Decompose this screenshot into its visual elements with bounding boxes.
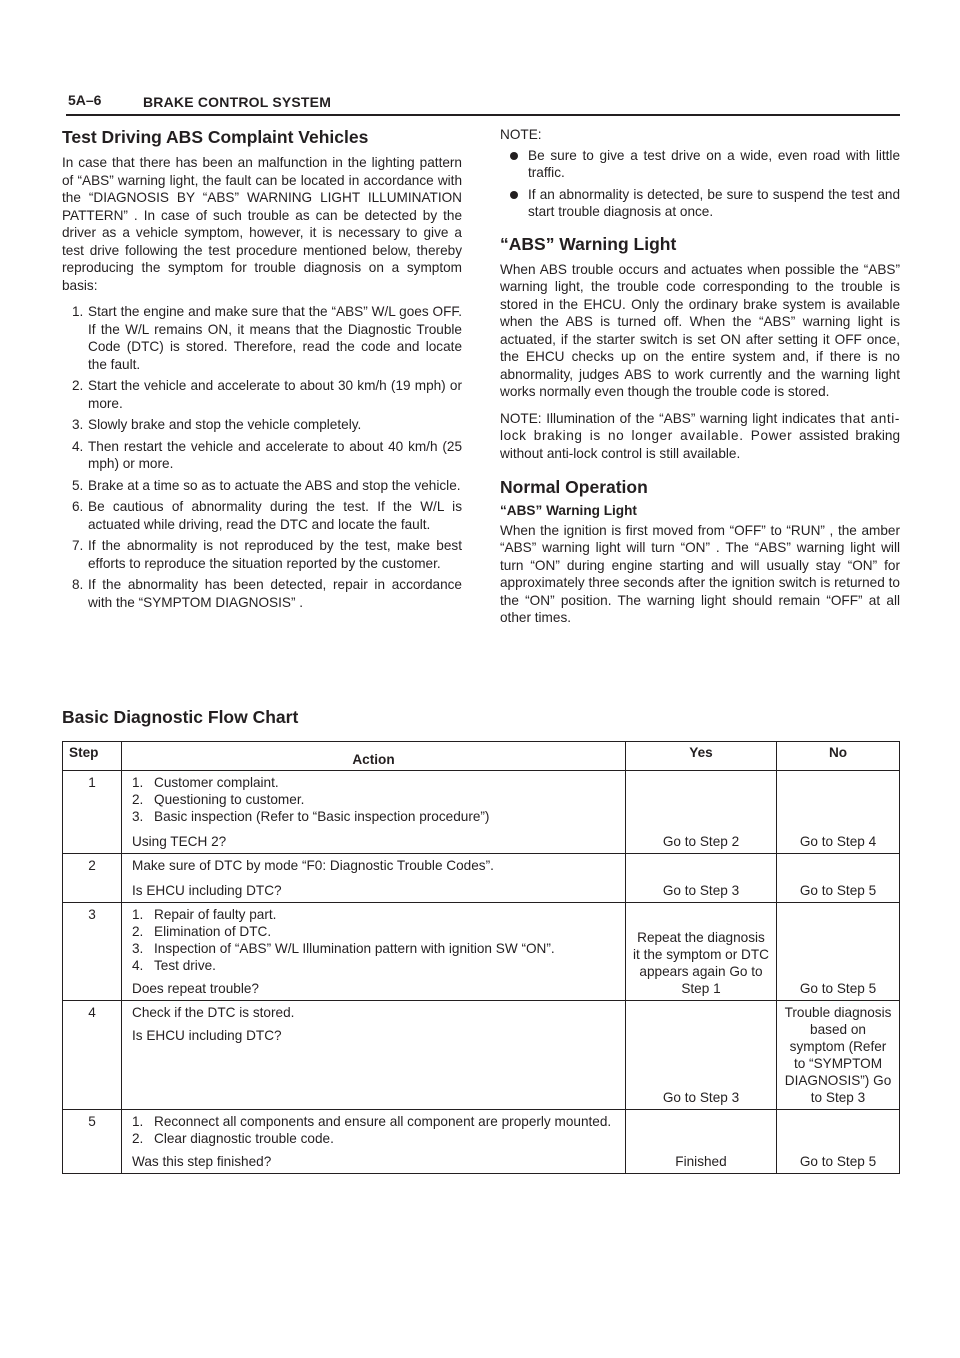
step-action: 1. Customer complaint. 2. Questioning to customer. 3. Basic inspection (Refer to “Basic inspection procedure”) Using TECH 2? xyxy=(122,771,626,854)
step-yes: Repeat the diagnosis it the symptom or DTC appears again Go to Step 1 xyxy=(626,903,777,1001)
test-driving-intro: In case that there has been an malfunction in the lighting pattern of “ABS” warning light, the fault can be located in accordance with the “DIAGNOSIS BY “ABS” WARNING LIGHT ILLUMINATION PATTERN” . In case of such trouble as can be detected by the driver as a vehicle symptom, however, it is necessary to give a test drive following the test procedure mentioned below, thereby reproducing the symptom for trouble diagnosis on a symptom basis: xyxy=(62,155,462,293)
step-yes: Go to Step 3 xyxy=(626,854,777,903)
note-item: Be sure to give a test drive on a wide, even road with little traffic. xyxy=(500,147,900,182)
table-row xyxy=(63,771,900,854)
table-row xyxy=(63,854,900,903)
test-step: 8. If the abnormality has been detected, repair in accordance with the “SYMPTOM DIAGNOSIS” . xyxy=(72,577,462,610)
step-no: Go to Step 5 xyxy=(777,1110,900,1174)
test-driving-heading: Test Driving ABS Complaint Vehicles xyxy=(62,127,369,147)
test-step: 1. Start the engine and make sure that the “ABS” W/L goes OFF. If the W/L remains ON, it means that the Diagnostic Trouble Code (DTC) is stored. Therefore, read the code and locate the fault. xyxy=(72,304,462,372)
test-step: 3. Slowly brake and stop the vehicle completely. xyxy=(72,417,362,432)
test-step: 7. If the abnormality is not reproduced by the test, make best efforts to reproduce the situation reported by the customer. xyxy=(72,538,462,571)
step-yes: Go to Step 2 xyxy=(626,771,777,854)
diagnostic-flow-table xyxy=(62,741,900,1174)
test-step: 4. Then restart the vehicle and accelerate to about 40 km/h (25 mph) or more. xyxy=(72,438,462,471)
step-no: Go to Step 5 xyxy=(777,854,900,903)
test-step: 6. Be cautious of abnormality during the test. If the W/L is actuated while driving, read the DTC and locate the fault. xyxy=(72,499,462,532)
step-no: Go to Step 4 xyxy=(777,771,900,854)
note-list xyxy=(500,147,900,221)
step-no: Trouble diagnosis based on symptom (Refer to “SYMPTOM DIAGNOSIS”) Go to Step 3 xyxy=(777,1001,900,1110)
note-label: NOTE: xyxy=(500,127,542,142)
table-header-row xyxy=(63,742,900,771)
step-number: 1 xyxy=(63,771,122,854)
step-number: 5 xyxy=(63,1110,122,1174)
normal-operation-text: When the ignition is first moved from “OFF” to “RUN” , the amber “ABS” warning light will turn “ON” . The “ABS” warning light will turn “ON” during engine starting and will usually stay “ON” for approximately three seconds after the ignition switch is returned to the “ON” position. The warning light should remain “OFF” at all other times. xyxy=(500,522,900,625)
note-item: If an abnormality is detected, be sure to suspend the test and start trouble diagnosis at once. xyxy=(500,186,900,221)
left-column xyxy=(62,126,462,615)
step-number: 4 xyxy=(63,1001,122,1110)
normal-operation-subheading: “ABS” Warning Light xyxy=(500,503,637,518)
step-action: 1. Reconnect all components and ensure all component are properly mounted. 2. Clear diagnostic trouble code. Was this step finished? xyxy=(122,1110,626,1174)
step-question: Is EHCU including DTC? xyxy=(132,1028,282,1043)
header-rule xyxy=(66,114,900,116)
step-no: Go to Step 5 xyxy=(777,903,900,1001)
step-action: Make sure of DTC by mode “F0: Diagnostic Trouble Codes”. Is EHCU including DTC? xyxy=(122,854,626,903)
flow-chart-heading: Basic Diagnostic Flow Chart xyxy=(62,707,299,727)
test-step: 5. Brake at a time so as to actuate the ABS and stop the vehicle. xyxy=(72,477,461,493)
warning-light-note: NOTE: Illumination of the “ABS” warning light indicates that anti-lock braking is no longer available. Power assisted braking without anti-lock control is still available. xyxy=(500,410,901,461)
col-no-header: No xyxy=(777,742,900,771)
right-column xyxy=(500,126,900,636)
warning-light-heading: “ABS” Warning Light xyxy=(500,233,677,254)
test-steps-list xyxy=(62,303,462,611)
step-yes: Finished xyxy=(626,1110,777,1174)
step-action: 1. Repair of faulty part. 2. Elimination of DTC. 3. Inspection of “ABS” W/L Illumination pattern with ignition SW “ON”. 4. Test drive. Does repeat trouble? xyxy=(122,903,626,1001)
step-question: Was this step finished? xyxy=(132,1154,272,1169)
col-action-header: Action xyxy=(122,742,626,771)
normal-operation-heading: Normal Operation xyxy=(500,477,648,497)
table-row xyxy=(63,1110,900,1174)
page-number: 5A–6 xyxy=(68,92,102,108)
table-row xyxy=(63,1001,900,1110)
step-action: Check if the DTC is stored. Is EHCU including DTC? xyxy=(122,1001,626,1110)
page-header xyxy=(66,88,900,118)
col-yes-header: Yes xyxy=(626,742,777,771)
step-number: 3 xyxy=(63,903,122,1001)
step-number: 2 xyxy=(63,854,122,903)
section-title: BRAKE CONTROL SYSTEM xyxy=(143,94,332,110)
test-step: 2. Start the vehicle and accelerate to about 30 km/h (19 mph) or more. xyxy=(72,378,462,411)
col-step-header: Step xyxy=(63,742,122,771)
step-question: Does repeat trouble? xyxy=(132,981,259,996)
table-row xyxy=(63,903,900,1001)
step-yes: Go to Step 3 xyxy=(626,1001,777,1110)
step-question: Is EHCU including DTC? xyxy=(132,883,282,898)
step-question: Using TECH 2? xyxy=(132,834,227,849)
warning-light-text: When ABS trouble occurs and actuates when possible the “ABS” warning light, the trouble code corresponding to the trouble is stored in the EHCU. Only the ordinary brake system is available when the ABS is turned off. When the “ABS” warning light is actuated, if the starter switch is set ON after setting it OFF once, the EHCU checks up on the entire system and, if there is no abnormality, judges ABS to work currently and the warning light works normally even though the trouble code is stored. xyxy=(500,261,900,399)
